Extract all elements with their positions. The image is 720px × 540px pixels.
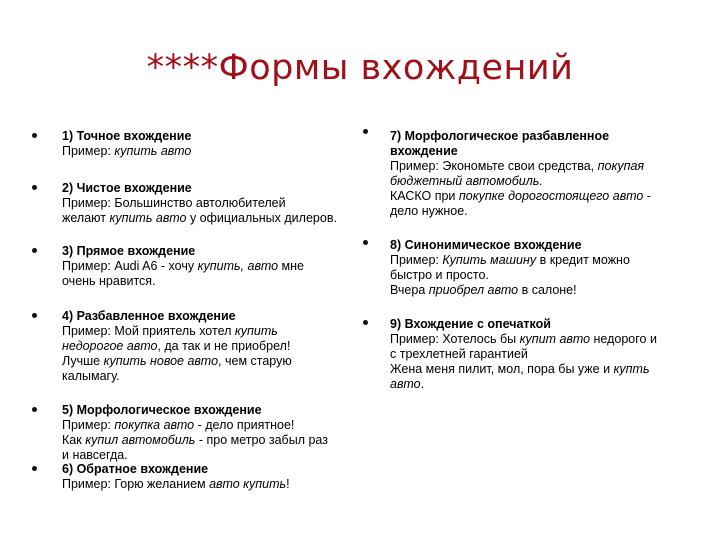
text: Пример: <box>62 144 115 158</box>
item-text-line <box>62 418 328 433</box>
text: с трехлетней гарантией <box>390 347 528 361</box>
item-text-line <box>62 196 337 211</box>
list-item-7 <box>390 129 651 219</box>
item-heading: 1) Точное вхождение <box>62 129 192 143</box>
text: Жена меня пилит, мол, пора бы уже и <box>390 362 614 376</box>
text: Пример: Большинство автолюбителей <box>62 196 286 210</box>
text: мне <box>278 259 304 273</box>
list-item-9 <box>390 317 657 392</box>
text: быстро и просто. <box>390 268 489 282</box>
text: Вчера <box>390 283 429 297</box>
italic-text: купит авто <box>519 332 591 346</box>
item-text-line <box>390 159 651 174</box>
bullet-icon <box>32 407 37 412</box>
item-text-line <box>62 274 304 289</box>
italic-text: купить авто <box>114 144 192 158</box>
list-item-6 <box>62 462 290 492</box>
item-text-line <box>62 339 292 354</box>
list-item-4 <box>62 309 292 384</box>
bullet-icon <box>32 466 37 471</box>
text: очень нравится. <box>62 274 156 288</box>
item-heading: 3) Прямое вхождение <box>62 244 196 258</box>
text: - про метро забыл раз <box>195 433 328 447</box>
list-item-5 <box>62 403 328 463</box>
item-heading: 4) Разбавленное вхождение <box>62 309 236 323</box>
text: недорого и <box>590 332 657 346</box>
italic-text: купить новое авто <box>103 354 219 368</box>
item-heading: 5) Морфологическое вхождение <box>62 403 262 417</box>
item-text-line <box>62 477 290 492</box>
item-text-line <box>390 332 657 347</box>
item-text-line <box>390 347 657 362</box>
list-item-2 <box>62 181 337 226</box>
item-text-line <box>62 354 292 369</box>
item-text-line <box>62 211 337 226</box>
item-text-line <box>390 174 651 189</box>
text: - <box>643 189 651 203</box>
text: Пример: Мой приятель хотел <box>62 324 235 338</box>
list-item-8 <box>390 238 630 298</box>
slide-title: ****Формы вхождений <box>146 48 574 88</box>
bullet-icon <box>363 320 368 325</box>
text: у официальных дилеров. <box>186 211 337 225</box>
text: - дело приятное! <box>194 418 295 432</box>
text: Пример: Audi A6 - хочу <box>62 259 198 273</box>
bullet-icon <box>32 133 37 138</box>
item-text-line <box>62 324 292 339</box>
italic-text: покупке дорогостоящего авто <box>458 189 644 203</box>
italic-text: купить <box>234 324 278 338</box>
italic-text: покупая <box>597 159 645 173</box>
bullet-icon <box>32 248 37 253</box>
italic-text: купил автомобиль <box>85 433 196 447</box>
item-text-line <box>62 144 191 159</box>
list-item-3 <box>62 244 304 289</box>
item-text-line <box>62 369 292 384</box>
italic-text: купть <box>613 362 650 376</box>
text: Пример: <box>62 418 115 432</box>
text: Пример: Хотелось бы <box>390 332 520 346</box>
list-item-1 <box>62 129 191 159</box>
item-text-line <box>390 268 630 283</box>
item-heading: 7) Морфологическое разбавленное <box>390 129 610 143</box>
text: желают <box>62 211 110 225</box>
item-text-line <box>62 433 328 448</box>
item-text-line <box>390 283 630 298</box>
item-heading: 2) Чистое вхождение <box>62 181 192 195</box>
italic-text: авто <box>390 377 421 391</box>
item-text-line <box>390 377 657 392</box>
text: дело нужное. <box>390 204 468 218</box>
text: Лучше <box>62 354 104 368</box>
text: ! <box>286 477 290 491</box>
item-heading: 8) Синонимическое вхождение <box>390 238 582 252</box>
text: . <box>420 377 425 391</box>
text: в кредит можно <box>536 253 630 267</box>
italic-text: купить авто <box>109 211 187 225</box>
italic-text: покупка авто <box>114 418 195 432</box>
italic-text: недорогое авто <box>62 339 158 353</box>
item-text-line <box>390 253 630 268</box>
text: , чем старую <box>218 354 292 368</box>
item-heading: 9) Вхождение с опечаткой <box>390 317 551 331</box>
bullet-icon <box>363 240 368 245</box>
text: КАСКО при <box>390 189 459 203</box>
text: калымагу. <box>62 369 120 383</box>
italic-text: бюджетный автомобиль. <box>390 174 543 188</box>
italic-text: Купить машину <box>442 253 537 267</box>
bullet-icon <box>363 129 368 134</box>
item-text-line <box>390 189 651 204</box>
item-heading: 6) Обратное вхождение <box>62 462 209 476</box>
text: Пример: <box>390 253 443 267</box>
text: в салоне! <box>518 283 577 297</box>
italic-text: авто купить <box>209 477 287 491</box>
text: и навсегда. <box>62 448 128 462</box>
text: , да так и не приобрел! <box>157 339 291 353</box>
text: Пример: Экономьте свои средства, <box>390 159 598 173</box>
italic-text: приобрел авто <box>428 283 519 297</box>
italic-text: купить, авто <box>197 259 279 273</box>
item-text-line <box>390 204 651 219</box>
item-text-line <box>62 448 328 463</box>
bullet-icon <box>32 313 37 318</box>
bullet-icon <box>32 185 37 190</box>
text: Пример: Горю желанием <box>62 477 210 491</box>
text: Как <box>62 433 86 447</box>
text: вхождение <box>390 144 458 158</box>
item-text-line <box>390 144 651 159</box>
item-text-line <box>62 259 304 274</box>
item-text-line <box>390 362 657 377</box>
